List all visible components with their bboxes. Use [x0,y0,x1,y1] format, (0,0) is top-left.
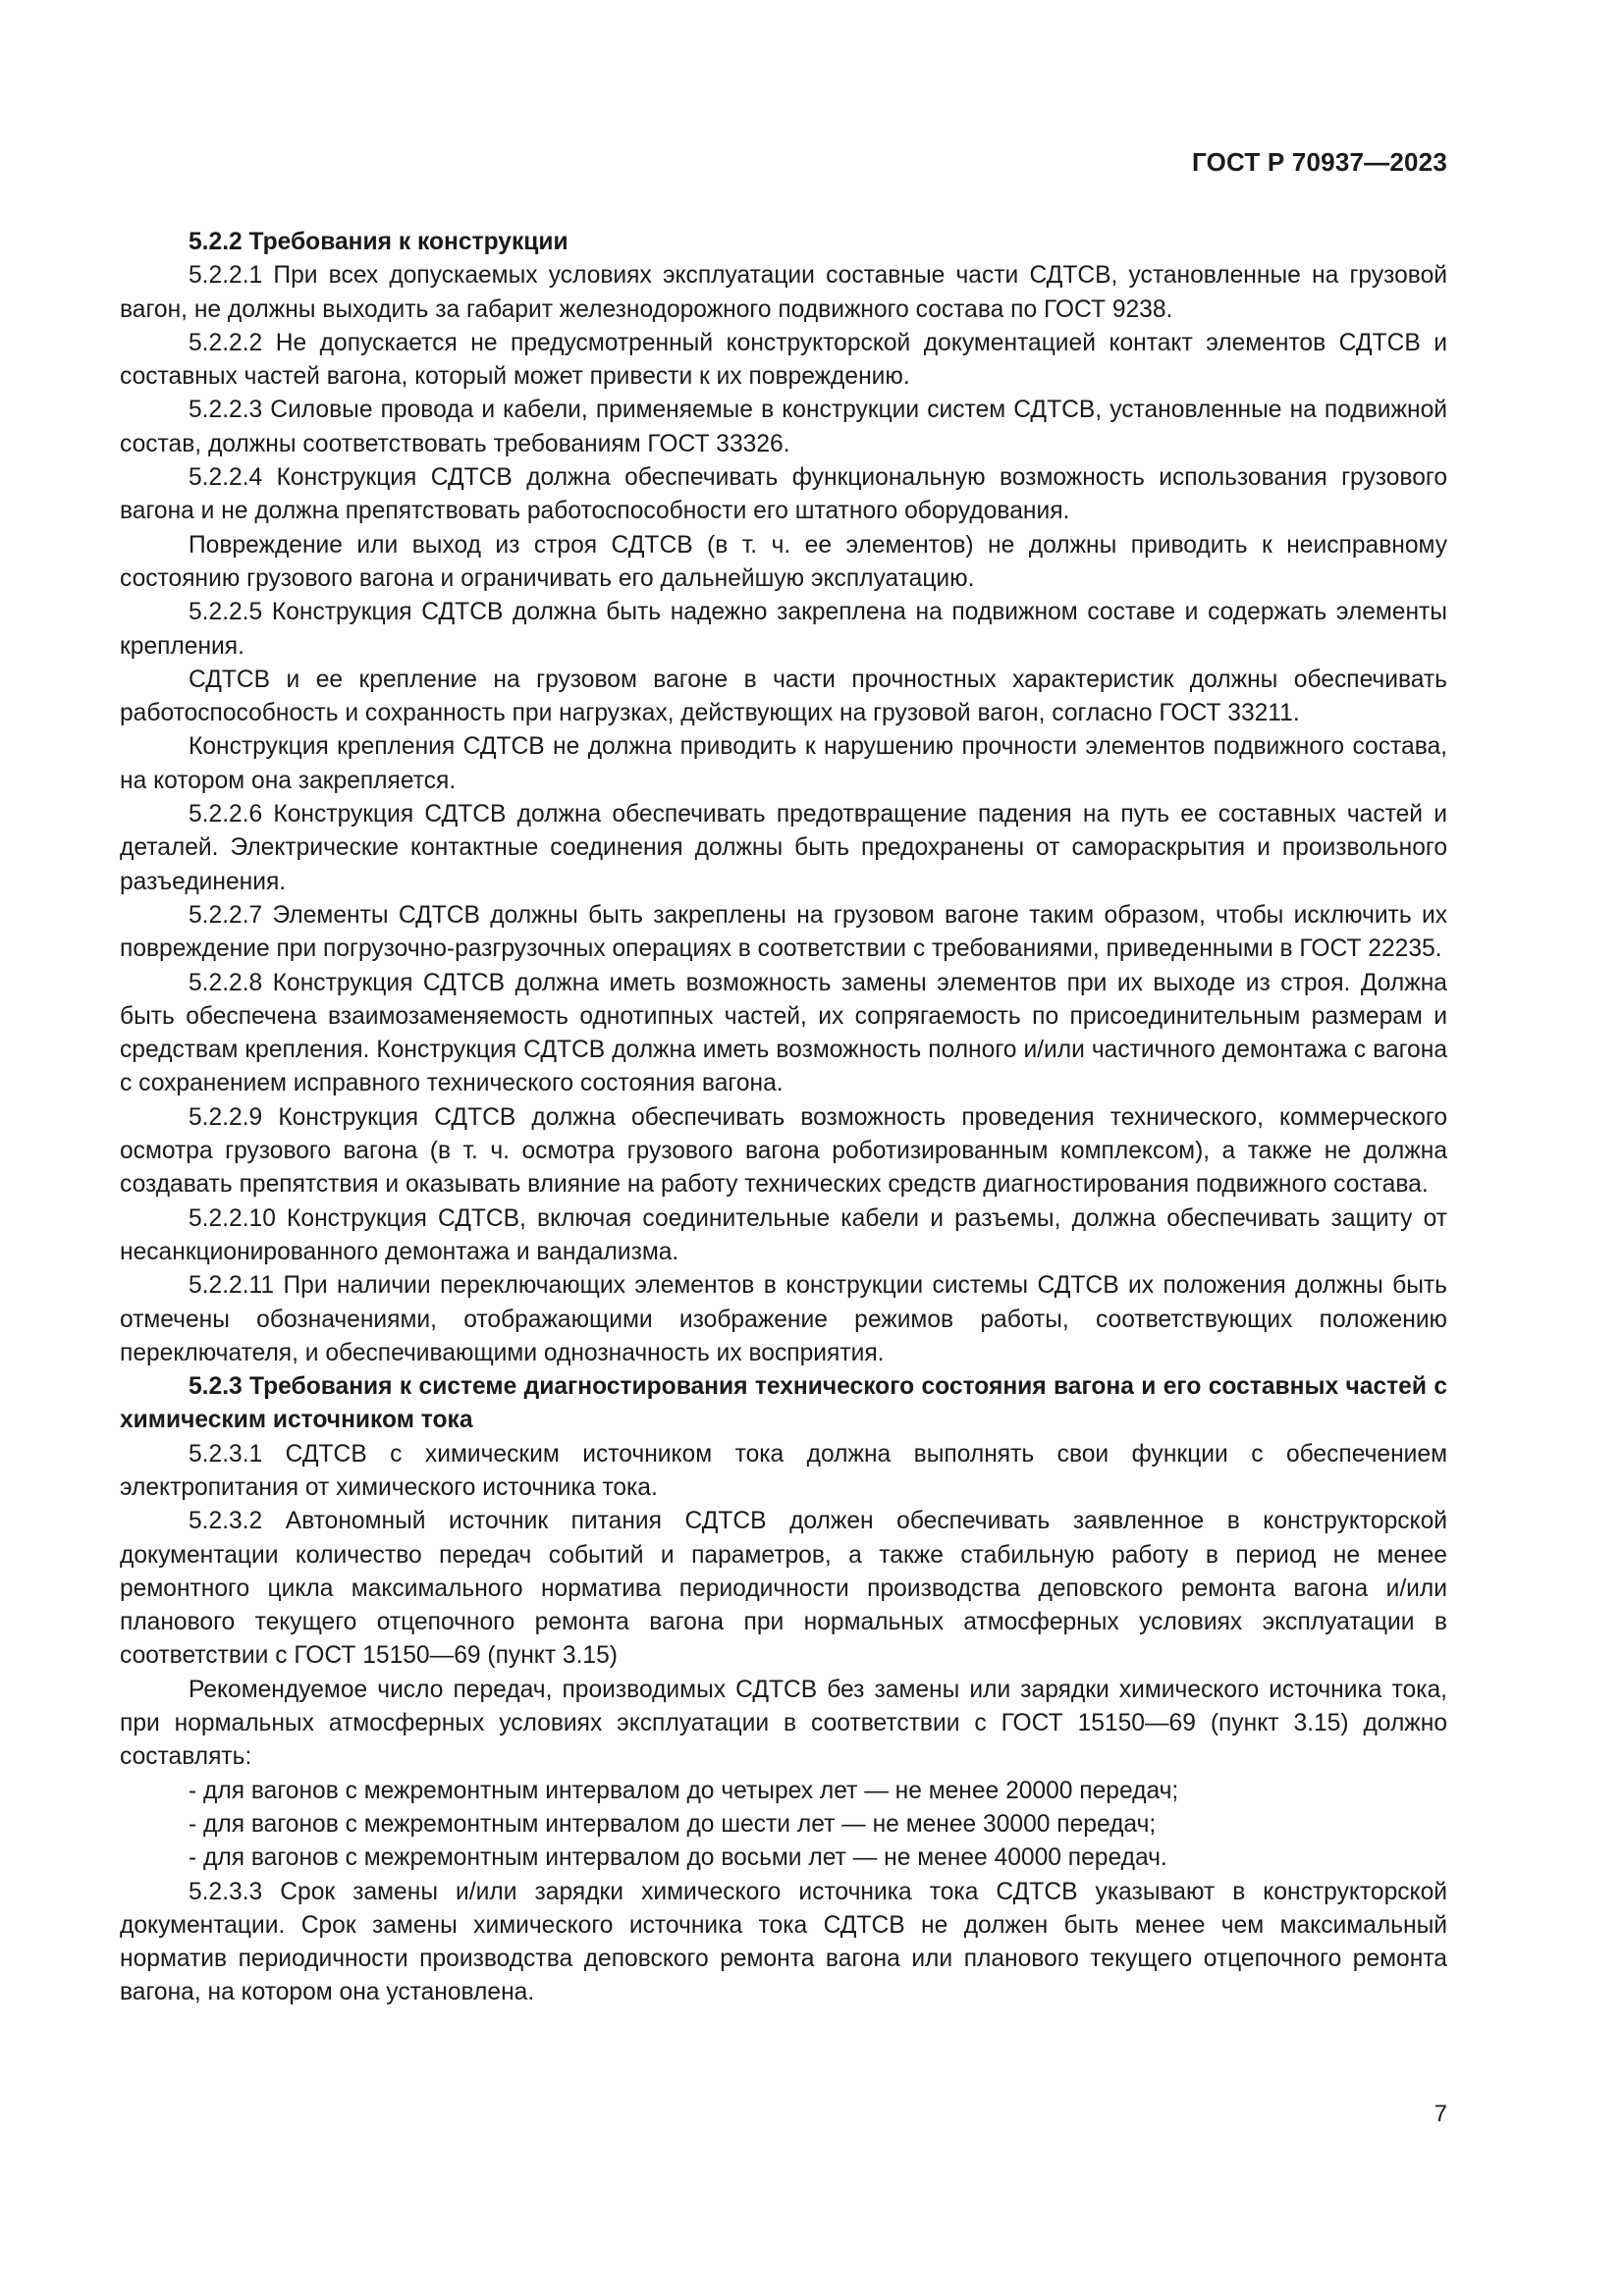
section-heading-5-2-3: 5.2.3 Требования к системе диагностирования технического состояния вагона и его составных частей с химическим источником тока [120,1373,1447,1434]
paragraph-5-2-3-1: 5.2.3.1 СДТСВ с химическим источником тока должна выполнять свои функции с обеспечением электропитания от химического источника тока. [120,1440,1447,1501]
paragraph-5-2-2-2: 5.2.2.2 Не допускается не предусмотренный конструкторской документацией контакт элементов СДТСВ и составных частей вагона, который может привести к их повреждению. [120,329,1447,391]
paragraph-5-2-2-1: 5.2.2.1 При всех допускаемых условиях эксплуатации составные части СДТСВ, установленные на грузовой вагон, не должны выходить за габарит железнодорожного подвижного состава по ГОСТ 9238. [120,262,1447,323]
paragraph-5-2-3-2: 5.2.3.2 Автономный источник питания СДТСВ должен обеспечивать заявленное в конструкторской документации количество передач событий и параметров, а также стабильную работу в период не менее ремонтного цикла максимального норматива периодичности производства деповского ремонта вагона и/или планового текущего отцепочного ремонта вагона при нормальных атмосферных условиях эксплуатации в соответствии с ГОСТ 15150—69 (пункт 3.15) [120,1508,1447,1670]
page-number: 7 [1434,2101,1447,2127]
section-heading-5-2-2: 5.2.2 Требования к конструкции [189,229,568,255]
paragraph-5-2-2-4-damage: Повреждение или выход из строя СДТСВ (в т. ч. ее элементов) не должны приводить к неисправному состоянию грузового вагона и ограничивать его дальнейшую эксплуатацию. [120,531,1447,592]
paragraph-5-2-2-9: 5.2.2.9 Конструкция СДТСВ должна обеспечивать возможность проведения технического, коммерческого осмотра грузового вагона (в т. ч. осмотра грузового вагона роботизированным комплексом), а также не должна создавать препятствия и оказывать влияние на работу технических средств диагностирования подвижного состава. [120,1103,1447,1199]
paragraph-5-2-3-3: 5.2.3.3 Срок замены и/или зарядки химического источника тока СДТСВ указывают в конструкторской документации. Срок замены химического источника тока СДТСВ не должен быть менее чем максимальный норматив периодичности производства деповского ремонта вагона или планового текущего отцепочного ремонта вагона, на котором она установлена. [120,1878,1447,2006]
list-item: - для вагонов с межремонтным интервалом до восьми лет — не менее 40000 передач. [189,1844,1167,1872]
paragraph-5-2-2-11: 5.2.2.11 При наличии переключающих элементов в конструкции системы СДТСВ их положения должны быть отмечены обозначениями, отображающими изображение режимов работы, соответствующих положению переключателя, и обеспечивающими однозначность их восприятия. [120,1272,1447,1366]
list-item: - для вагонов с межремонтным интервалом до четырех лет — не менее 20000 передач; [189,1777,1179,1804]
paragraph-5-2-3-2-recommended: Рекомендуемое число передач, производимых СДТСВ без замены или зарядки химического источника тока, при нормальных атмосферных условиях эксплуатации в соответствии с ГОСТ 15150—69 (пункт 3.15) должно составлять: [120,1676,1447,1771]
paragraph-5-2-2-6: 5.2.2.6 Конструкция СДТСВ должна обеспечивать предотвращение падения на путь ее составных частей и деталей. Электрические контактные соединения должны быть предохранены от самораскрытия и произвольного разъединения. [120,801,1447,895]
paragraph-5-2-2-3: 5.2.2.3 Силовые провода и кабели, применяемые в конструкции систем СДТСВ, установленные на подвижной состав, должны соответствовать требованиям ГОСТ 33326. [120,397,1447,457]
paragraph-5-2-2-10: 5.2.2.10 Конструкция СДТСВ, включая соединительные кабели и разъемы, должна обеспечивать защиту от несанкционированного демонтажа и вандализма. [120,1204,1447,1265]
paragraph-5-2-2-4: 5.2.2.4 Конструкция СДТСВ должна обеспечивать функциональную возможность использования грузового вагона и не должна препятствовать работоспособности его штатного оборудования. [120,464,1447,525]
document-code-header: ГОСТ Р 70937—2023 [1192,147,1447,177]
paragraph-5-2-2-5-strength: СДТСВ и ее крепление на грузовом вагоне в части прочностных характеристик должны обеспечивать работоспособность и сохранность при нагрузках, действующих на грузовой вагон, согласно ГОСТ 33211. [120,666,1447,727]
paragraph-5-2-2-5: 5.2.2.5 Конструкция СДТСВ должна быть надежно закреплена на подвижном составе и содержать элементы крепления. [120,599,1447,660]
paragraph-5-2-2-8: 5.2.2.8 Конструкция СДТСВ должна иметь возможность замены элементов при их выходе из строя. Должна быть обеспечена взаимозаменяемость однотипных частей, их сопрягаемость по присоединительным размерам и средствам крепления. Конструкция СДТСВ должна иметь возможность полного и/или частичного демонтажа с вагона с сохранением исправного технического состояния вагона. [120,969,1447,1097]
document-body [120,226,1447,2010]
paragraph-5-2-2-5-mounting: Конструкция крепления СДТСВ не должна приводить к нарушению прочности элементов подвижного состава, на котором она закрепляется. [120,733,1447,794]
list-item: - для вагонов с межремонтным интервалом до шести лет — не менее 30000 передач; [189,1810,1157,1838]
paragraph-5-2-2-7: 5.2.2.7 Элементы СДТСВ должны быть закреплены на грузовом вагоне таким образом, чтобы исключить их повреждение при погрузочно-разгрузочных операциях в соответствии с требованиями, приведенными в ГОСТ 22235. [120,901,1447,963]
